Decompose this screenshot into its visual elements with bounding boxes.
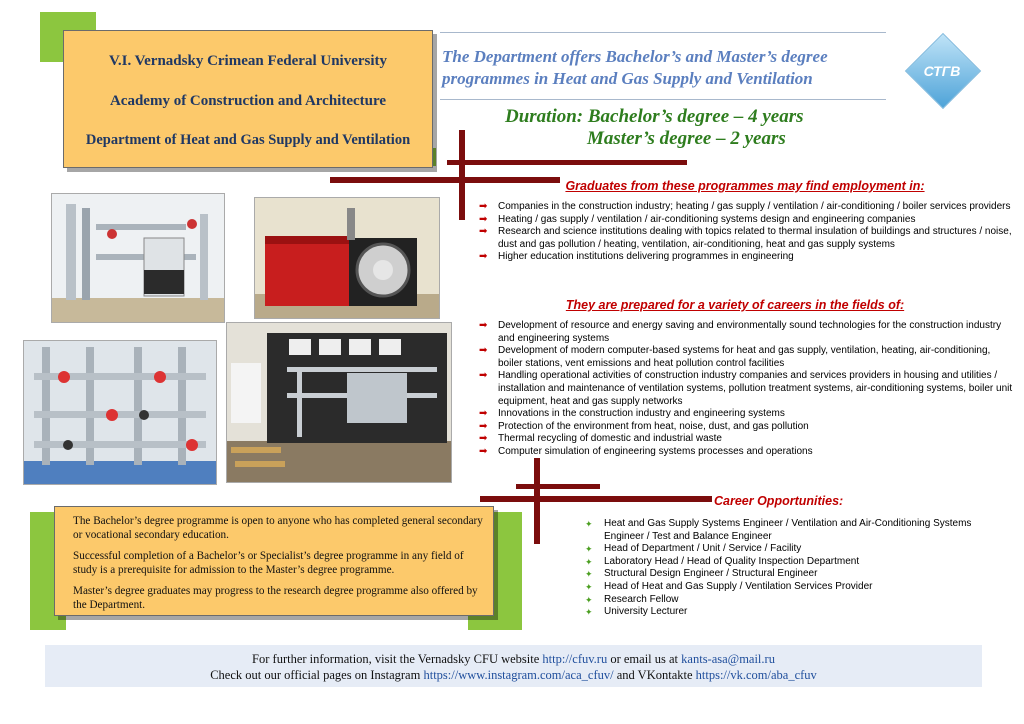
arrow-bullet-icon: ➡ — [479, 226, 488, 238]
employment-heading: Graduates from these programmes may find employment in: — [565, 179, 925, 193]
offer-rule-bottom — [440, 99, 886, 100]
list-item: ➡ Development of resource and energy saving and environmentally sound technologies for the construction industry and engineering systems — [479, 320, 1002, 344]
green-bullet-icon: ✦ — [585, 556, 593, 567]
arrow-bullet-icon: ➡ — [479, 251, 488, 263]
list-item: ✦ Head of Heat and Gas Supply / Ventilation Services Provider — [585, 580, 873, 592]
photo-pipe-system — [23, 340, 217, 485]
note-research-progression: Master’s degree graduates may progress to the research degree programme also offered by the Department. — [73, 585, 478, 611]
arrow-bullet-icon: ➡ — [479, 420, 488, 432]
list-item: ➡ Development of modern computer-based systems for heat and gas supply, ventilation, heating, air-conditioning, boiler stations, vent emissions and heat pollution control facilities — [479, 345, 991, 369]
photo-boiler-equipment — [51, 193, 225, 323]
footer-line-1: For further information, visit the Vernadsky CFU website http://cfuv.ru or email us at kants-asa@mail.ru — [252, 652, 775, 666]
arrow-bullet-icon: ➡ — [479, 213, 488, 225]
green-bullet-icon: ✦ — [585, 544, 593, 555]
list-item: ✦ Head of Department / Unit / Service / Facility — [585, 543, 802, 555]
list-item: ➡ Higher education institutions delivering programmes in engineering — [479, 251, 794, 263]
list-item: ➡ Heating / gas supply / ventilation / air-conditioning systems design and engineering companies — [479, 213, 916, 225]
offer-line-2: programmes in Heat and Gas Supply and Ventilation — [442, 69, 813, 88]
list-item: ➡ Thermal recycling of domestic and industrial waste — [479, 433, 722, 445]
list-item: ➡ Protection of the environment from heat, noise, dust, and gas pollution — [479, 420, 809, 432]
list-item: ✦ University Lecturer — [585, 606, 688, 618]
employment-list — [474, 201, 1014, 264]
arrow-bullet-icon: ➡ — [479, 408, 488, 420]
green-bullet-icon: ✦ — [585, 581, 593, 592]
arrow-bullet-icon: ➡ — [479, 433, 488, 445]
department-name: Department of Heat and Gas Supply and Ventilation — [85, 132, 411, 148]
careers-fields-list — [474, 320, 1014, 459]
academy-name: Academy of Construction and Architecture — [109, 93, 387, 109]
list-item: ✦ Research Fellow — [585, 593, 679, 605]
opportunities-list — [580, 518, 980, 619]
note-bachelor-admission: The Bachelor’s degree programme is open to anyone who has completed general secondary or vocational secondary education. — [73, 515, 483, 541]
arrow-bullet-icon: ➡ — [479, 370, 488, 382]
list-item: ➡ Computer simulation of engineering systems processes and operations — [479, 445, 813, 457]
offer-rule-top — [440, 32, 886, 33]
note-master-admission: Successful completion of a Bachelor’s or Specialist’s degree programme in any field of study is a prerequisite for admission to the Master’s degree programme. — [73, 550, 464, 576]
opportunities-heading: Career Opportunities: — [714, 494, 844, 508]
instagram-link[interactable]: https://www.instagram.com/aca_cfuv/ — [423, 668, 614, 682]
footer-line-2: Check out our official pages on Instagram https://www.instagram.com/aca_cfuv/ and VKontakte https://vk.com/aba_cfuv — [210, 668, 817, 682]
vkontakte-link[interactable]: https://vk.com/aba_cfuv — [695, 668, 817, 682]
arrow-bullet-icon: ➡ — [479, 320, 488, 331]
list-item: ✦ Structural Design Engineer / Structural Engineer — [585, 568, 818, 580]
green-bullet-icon: ✦ — [585, 607, 593, 618]
logo-text: СТГВ — [923, 63, 961, 79]
university-name: V.I. Vernadsky Crimean Federal University — [108, 53, 388, 69]
list-item: ➡ Handling operational activities of construction industry companies and services providers in housing and utilities / installation and maintenance of ventilation systems, pollution treatment systems, air-conditioning systems, boiler unit equipment, heat and gas supply networks — [479, 370, 1013, 407]
green-bullet-icon: ✦ — [585, 569, 593, 580]
email-link[interactable]: kants-asa@mail.ru — [681, 652, 775, 666]
list-item: ➡ Companies in the construction industry; heating / gas supply / ventilation / air-conditioning / boiler services providers — [479, 201, 1011, 212]
list-item: ➡ Innovations in the construction industry and engineering systems — [479, 408, 785, 420]
list-item: ✦ Laboratory Head / Head of Quality Inspection Department — [585, 555, 860, 567]
decor-red-line — [459, 130, 465, 220]
list-item: ➡ Research and science institutions dealing with topics related to thermal insulation of buildings and structures / noise, dust and gas pollution / heating, ventilation, air-conditioning, heat and gas supply systems — [479, 226, 1012, 250]
careers-fields-heading: They are prepared for a variety of careers in the fields of: — [565, 298, 905, 312]
arrow-bullet-icon: ➡ — [479, 201, 488, 212]
photo-incinerator — [254, 197, 440, 319]
website-link[interactable]: http://cfuv.ru — [542, 652, 608, 666]
duration-bachelor: Duration: Bachelor’s degree – 4 years — [505, 106, 804, 127]
decor-red-line — [447, 160, 687, 165]
arrow-bullet-icon: ➡ — [479, 445, 488, 457]
duration-master: Master’s degree – 2 years — [587, 128, 786, 149]
admission-notes-box — [54, 506, 494, 616]
offer-line-1: The Department offers Bachelor’s and Master’s degree — [442, 47, 828, 66]
decor-red-line — [516, 484, 600, 489]
photo-ventilation-lab — [226, 322, 452, 483]
green-bullet-icon: ✦ — [585, 594, 593, 605]
arrow-bullet-icon: ➡ — [479, 345, 488, 357]
decor-red-line — [534, 458, 540, 544]
decor-red-line — [480, 496, 712, 502]
green-bullet-icon: ✦ — [585, 519, 593, 529]
footer-contact — [45, 645, 982, 687]
title-box — [63, 30, 433, 168]
list-item: ✦ Heat and Gas Supply Systems Engineer / Ventilation and Air-Conditioning Systems Engineer / Test and Balance Engineer — [585, 518, 972, 542]
